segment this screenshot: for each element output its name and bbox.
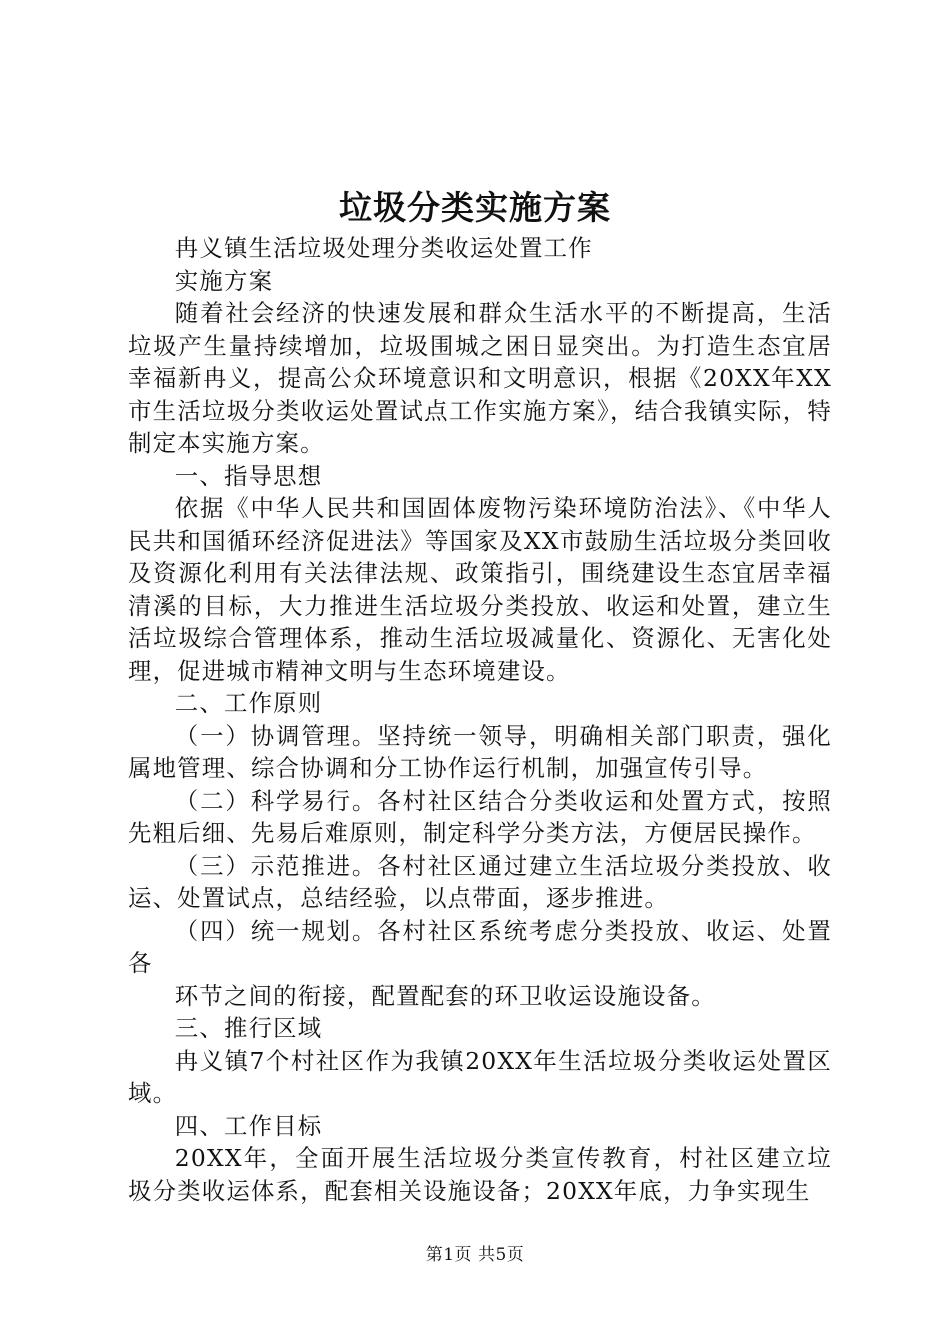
principle-4-paragraph: （四）统一规划。各村社区系统考虑分类投放、收运、处置各 — [128, 916, 832, 977]
guiding-ideology-paragraph: 依据《中华人民共和国固体废物污染环境防治法》、《中华人民共和国循环经济促进法》等国家及XX市鼓励生活垃圾分类回收及资源化利用有关法律法规、政策指引，围绕建设生态宜居幸福清溪的目标，大力推进生活垃圾分类投放、收运和处置，建立生活垃圾综合管理体系，推动生活垃圾减量化、资源化、无害化处理，促进城市精神文明与生态环境建设。 — [128, 494, 832, 685]
section-heading-implementation-area: 三、推行区域 — [174, 1014, 323, 1042]
section-heading-working-principles: 二、工作原则 — [174, 689, 323, 717]
principle-2-paragraph: （二）科学易行。各村社区结合分类收运和处置方式，按照先粗后细、先易后难原则，制定科学分类方法，方便居民操作。 — [128, 786, 832, 847]
principle-1-paragraph: （一）协调管理。坚持统一领导，明确相关部门职责，强化属地管理、综合协调和分工协作运行机制，加强宣传引导。 — [128, 721, 832, 782]
page-footer: 第1页 共5页 — [425, 1245, 525, 1265]
subtitle-line-2: 实施方案 — [174, 266, 274, 295]
section-heading-work-goals: 四、工作目标 — [174, 1111, 323, 1140]
implementation-area-paragraph: 冉义镇7个村社区作为我镇20XX年生活垃圾分类收运处置区域。 — [128, 1046, 832, 1107]
document-title: 垃圾分类实施方案 — [339, 188, 611, 227]
section-heading-guiding-ideology: 一、指导思想 — [174, 461, 323, 490]
principle-3-paragraph: （三）示范推进。各村社区通过建立生活垃圾分类投放、收运、处置试点，总结经验，以点带面，逐步推进。 — [128, 851, 832, 912]
work-goals-paragraph: 20XX年，全面开展生活垃圾分类宣传教育，村社区建立垃圾分类收运体系，配套相关设施设备；20XX年底，力争实现生 — [128, 1144, 832, 1205]
subtitle-line-1: 冉义镇生活垃圾处理分类收运处置工作 — [174, 234, 593, 262]
intro-paragraph: 随着社会经济的快速发展和群众生活水平的不断提高，生活垃圾产生量持续增加，垃圾围城之困日显突出。为打造生态宜居幸福新冉义，提高公众环境意识和文明意识，根据《20XX年XX市生活垃圾分类收运处置试点工作实施方案》，结合我镇实际，特制定本实施方案。 — [128, 299, 832, 457]
document-body — [128, 232, 832, 1207]
principle-4-continuation: 环节之间的衔接，配置配套的环卫收运设施设备。 — [174, 981, 716, 1010]
